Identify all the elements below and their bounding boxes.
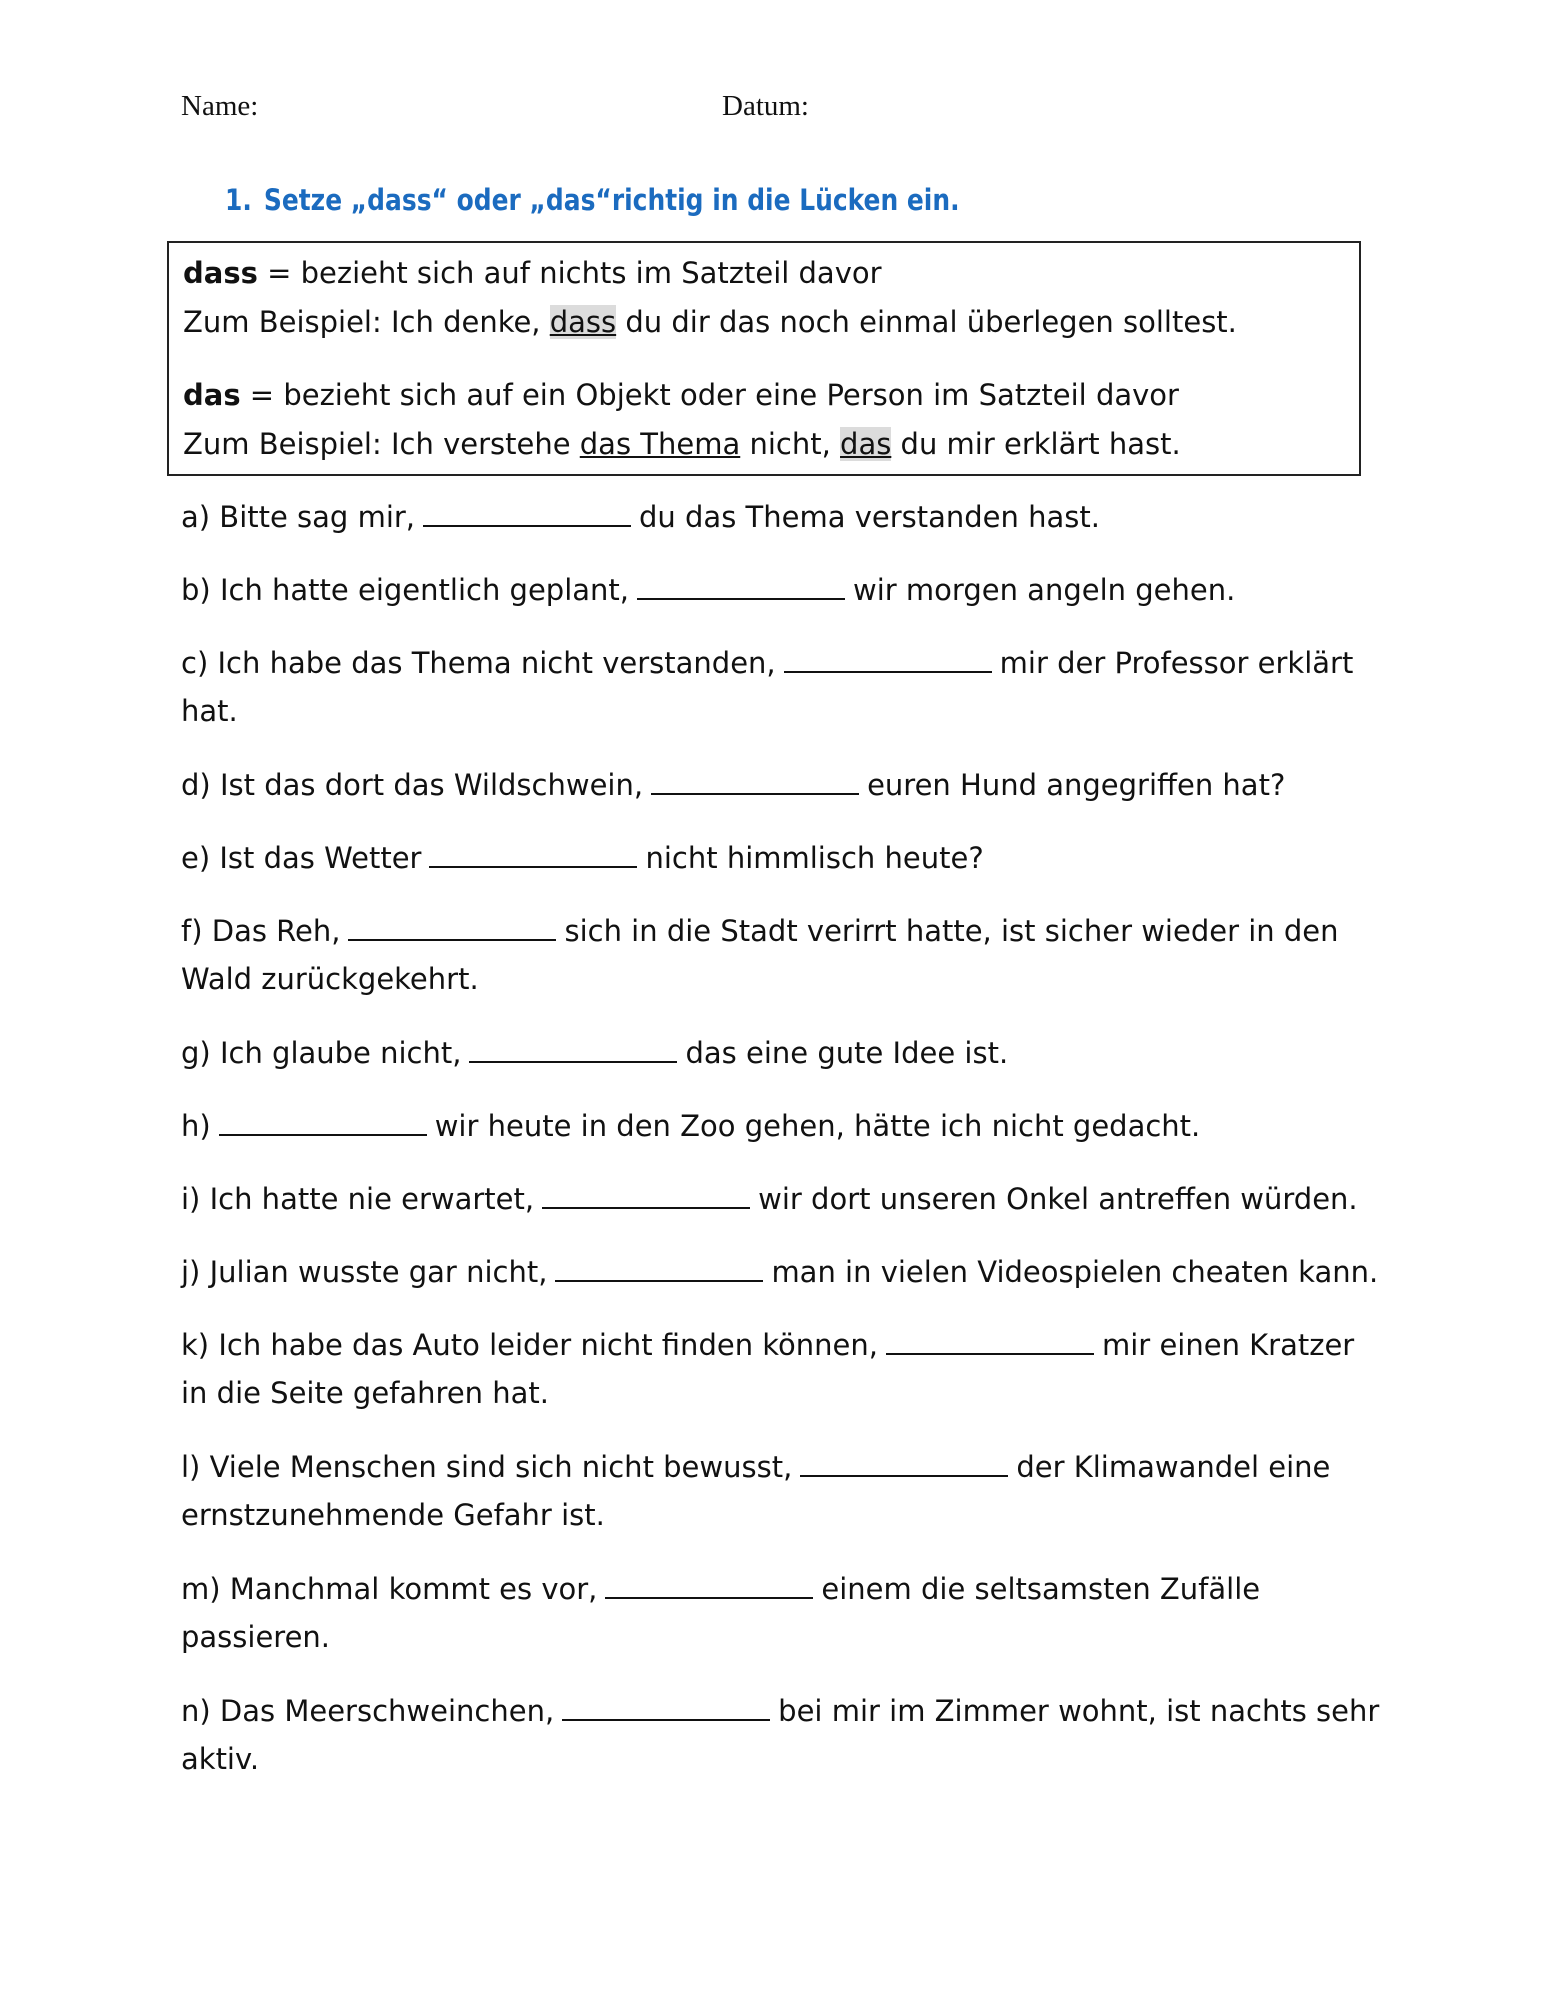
exercise-text-before: n) Das Meerschweinchen, [181, 1694, 555, 1728]
answer-blank[interactable] [651, 763, 859, 795]
das-example-line [183, 427, 1181, 461]
answer-blank[interactable] [469, 1031, 677, 1063]
answer-blank[interactable] [784, 641, 992, 673]
exercise-text-after: wir heute in den Zoo gehen, hätte ich nicht gedacht. [434, 1109, 1201, 1143]
exercise-n [181, 1687, 1381, 1783]
rule-box [167, 241, 1361, 476]
dass-example-highlight: dass [549, 305, 617, 339]
answer-blank[interactable] [555, 1250, 763, 1282]
exercise-text-after: bei mir im Zimmer wohnt, ist nachts sehr aktiv. [181, 1694, 1380, 1776]
exercise-h [181, 1102, 1381, 1150]
exercise-text-before: l) Viele Menschen sind sich nicht bewusst, [181, 1450, 793, 1484]
task-number: 1. [225, 183, 252, 217]
exercise-text-before: g) Ich glaube nicht, [181, 1036, 462, 1070]
exercise-text-after: einem die seltsamsten Zufälle passieren. [181, 1572, 1261, 1654]
exercise-i [181, 1175, 1381, 1223]
dass-term: dass [183, 256, 258, 290]
exercise-text-after: nicht himmlisch heute? [645, 841, 984, 875]
exercise-text-before: a) Bitte sag mir, [181, 500, 416, 534]
answer-blank[interactable] [605, 1567, 813, 1599]
exercise-a [181, 493, 1381, 541]
exercise-text-before: b) Ich hatte eigentlich geplant, [181, 573, 629, 607]
das-example-underlined: das Thema [579, 427, 741, 461]
das-term: das [183, 378, 241, 412]
exercise-g [181, 1029, 1381, 1077]
das-example-suffix: du mir erklärt hast. [891, 427, 1181, 461]
exercise-k [181, 1321, 1381, 1417]
exercise-text-after: euren Hund angegriffen hat? [867, 768, 1286, 802]
exercise-text-before: m) Manchmal kommt es vor, [181, 1572, 598, 1606]
exercise-text-after: der Klimawandel eine ernstzunehmende Gefahr ist. [181, 1450, 1331, 1532]
dass-example-suffix: du dir das noch einmal überlegen solltest. [616, 305, 1237, 339]
answer-blank[interactable] [219, 1104, 427, 1136]
das-definition: = bezieht sich auf ein Objekt oder eine Person im Satzteil davor [240, 378, 1179, 412]
exercise-e [181, 834, 1381, 882]
exercise-text-before: c) Ich habe das Thema nicht verstanden, [181, 646, 776, 680]
date-label: Datum: [722, 90, 809, 122]
exercise-text-after: sich in die Stadt verirrt hatte, ist sicher wieder in den Wald zurückgekehrt. [181, 914, 1339, 996]
das-example-highlight: das [840, 427, 892, 461]
exercise-b [181, 566, 1381, 614]
task-title-text: Setze „dass“ oder „das“richtig in die Lücken ein. [263, 183, 960, 217]
exercise-c [181, 639, 1381, 735]
answer-blank[interactable] [429, 836, 637, 868]
answer-blank[interactable] [542, 1177, 750, 1209]
exercise-text-before: i) Ich hatte nie erwartet, [181, 1182, 535, 1216]
answer-blank[interactable] [637, 568, 845, 600]
das-example-middle: nicht, [740, 427, 841, 461]
exercise-text-after: wir morgen angeln gehen. [853, 573, 1236, 607]
answer-blank[interactable] [800, 1445, 1008, 1477]
dass-definition: = bezieht sich auf nichts im Satzteil davor [257, 256, 882, 290]
name-label: Name: [181, 90, 259, 122]
exercise-text-before: e) Ist das Wetter [181, 841, 422, 875]
exercise-f [181, 907, 1381, 1003]
answer-blank[interactable] [562, 1689, 770, 1721]
exercise-j [181, 1248, 1381, 1296]
exercise-text-before: d) Ist das dort das Wildschwein, [181, 768, 644, 802]
answer-blank[interactable] [348, 909, 556, 941]
exercise-text-after: wir dort unseren Onkel antreffen würden. [758, 1182, 1358, 1216]
exercise-text-before: f) Das Reh, [181, 914, 341, 948]
dass-example-line [183, 305, 1237, 339]
exercise-text-after: mir einen Kratzer in die Seite gefahren hat. [181, 1328, 1355, 1410]
exercise-d [181, 761, 1381, 809]
das-definition-line [183, 378, 1179, 412]
das-example-prefix: Zum Beispiel: Ich verstehe [183, 427, 580, 461]
exercise-text-after: du das Thema verstanden hast. [639, 500, 1100, 534]
exercise-text-before: j) Julian wusste gar nicht, [181, 1255, 548, 1289]
exercise-text-before: h) [181, 1109, 211, 1143]
exercise-text-after: mir der Professor erklärt hat. [181, 646, 1354, 728]
answer-blank[interactable] [423, 495, 631, 527]
exercise-text-after: man in vielen Videospielen cheaten kann. [771, 1255, 1379, 1289]
dass-example-prefix: Zum Beispiel: Ich denke, [183, 305, 550, 339]
dass-definition-line [183, 256, 882, 290]
exercise-text-before: k) Ich habe das Auto leider nicht finden können, [181, 1328, 878, 1362]
task-title [225, 183, 960, 217]
answer-blank[interactable] [886, 1323, 1094, 1355]
exercise-text-after: das eine gute Idee ist. [685, 1036, 1009, 1070]
exercise-m [181, 1565, 1381, 1661]
exercise-l [181, 1443, 1381, 1539]
